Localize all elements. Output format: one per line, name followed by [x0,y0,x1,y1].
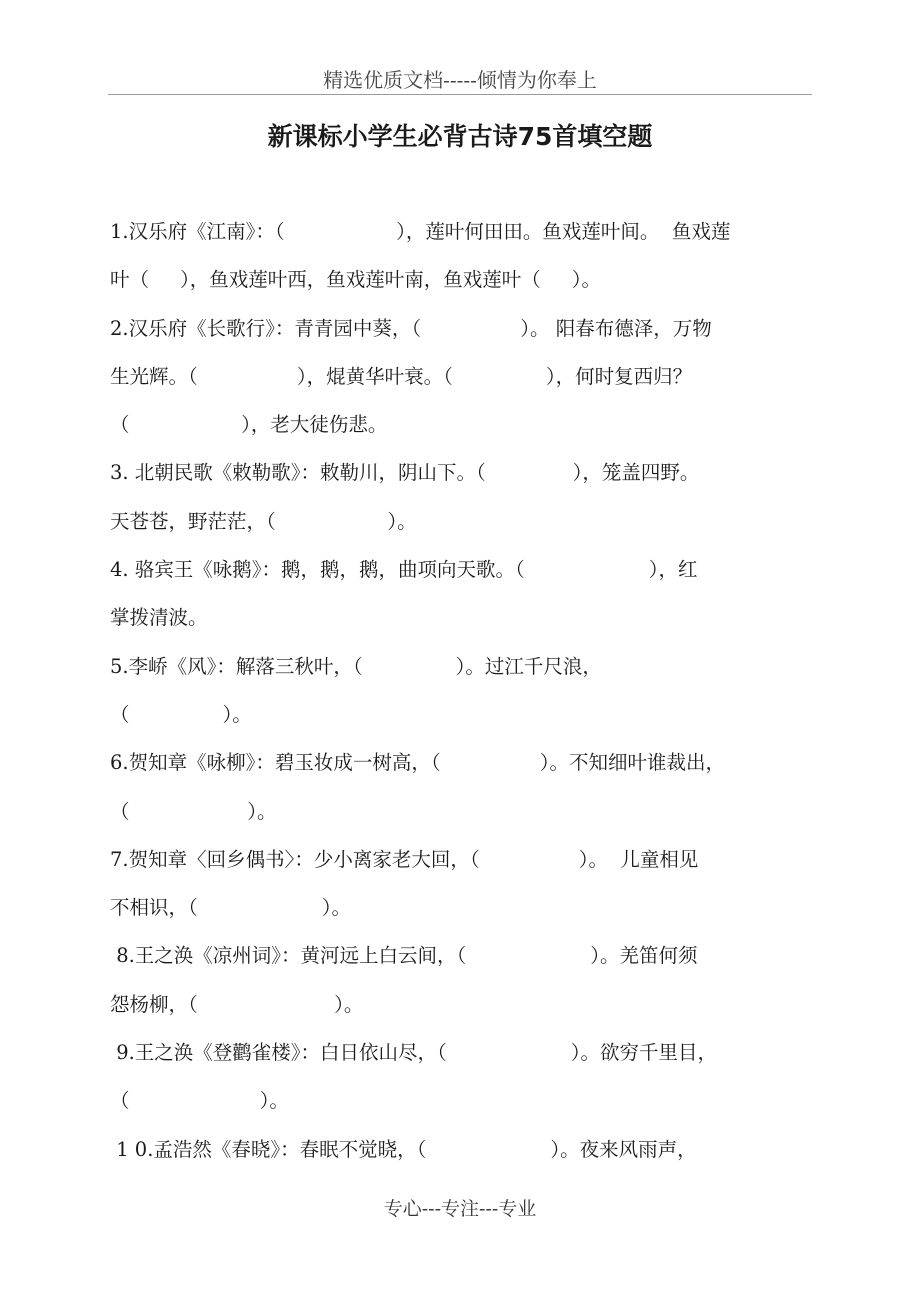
question-line: 8.王之涣《凉州词》：黄河远上白云间，（ ）。羌笛何须 [110,944,698,968]
question-line: 7.贺知章〈回乡偶书〉：少小离家老大回，（ ）。 儿童相见 [110,847,699,871]
question-line: 天苍苍，野茫茫，（ ）。 [110,509,417,533]
question-line: 6.贺知章《咏柳》：碧玉妆成一树高，（ ）。不知细叶谁裁出， [110,751,726,775]
question-line: 2.汉乐府《长歌行》：青青园中葵，（ ）。 阳春布德泽，万物 [110,316,712,340]
question-line: （ ）。 [110,702,252,726]
page-header: 精选优质文档-----倾情为你奉上 [323,68,597,92]
question-line: 4. 骆宾王《咏鹅》：鹅，鹅，鹅，曲项向天歌。（ ），红 [110,558,698,582]
document-title: 新课标小学生必背古诗75首填空题 [267,122,653,151]
question-line: 掌拨清波。 [110,606,208,630]
question-list [110,208,812,1174]
question-line: 5.李峤《风》：解落三秋叶，（ ）。过江千尺浪， [110,654,602,678]
question-line: （ ）。 [110,799,277,823]
question-line: （ ），老大徒伤悲。 [110,413,388,437]
question-line: 1 0.孟浩然《春晓》：春眠不觉晓，（ ）。夜来风雨声， [110,1137,697,1161]
question-line: 怨杨柳，（ ）。 [110,992,364,1016]
question-line: 3. 北朝民歌《敕勒歌》：敕勒川，阴山下。（ ），笼盖四野。 [110,461,700,485]
question-line: （ ）。 [110,1089,289,1113]
question-line: 不相识，（ ）。 [110,896,351,920]
question-line: 1.汉乐府《江南》：（ ），莲叶何田田。鱼戏莲叶间。 鱼戏莲 [110,220,731,243]
question-line: 9.王之涣《登鹳雀楼》：白日依山尽，（ ）。欲穷千里目， [110,1041,718,1065]
page-footer: 专心---专注---专业 [383,1198,537,1220]
question-line: 生光辉。（ ），焜黄华叶衰。（ ），何时复西归？ [110,364,693,388]
header-divider [108,94,812,95]
question-line: 叶（ ），鱼戏莲叶西，鱼戏莲叶南，鱼戏莲叶（ ）。 [110,268,601,292]
